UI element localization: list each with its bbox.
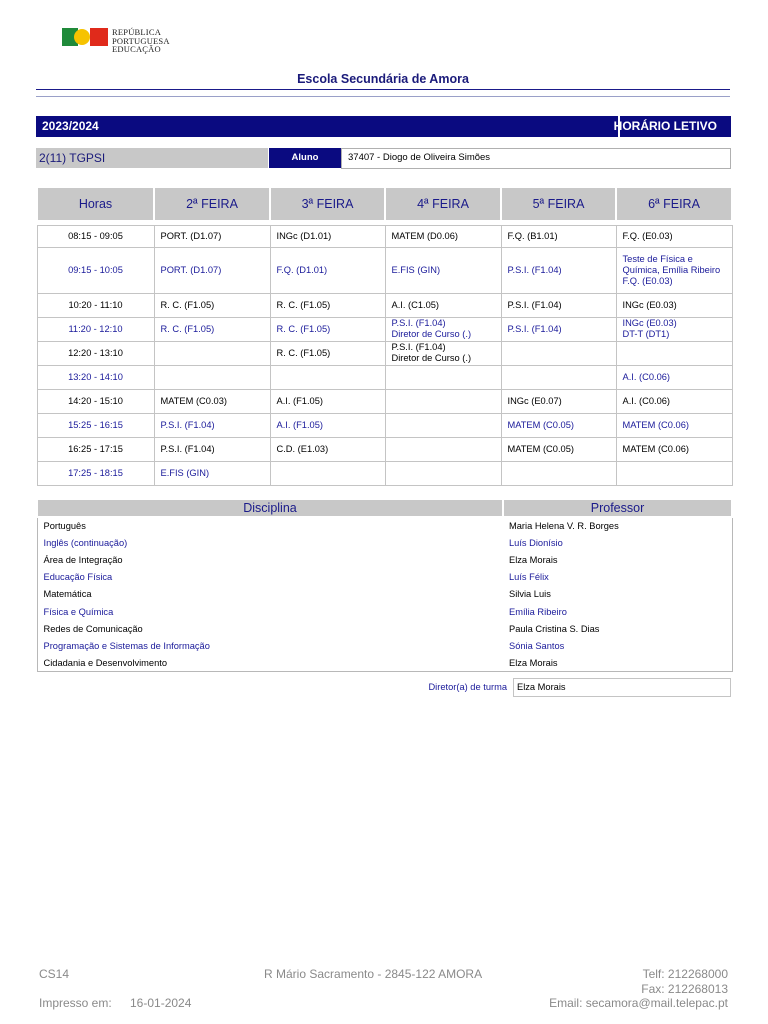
lesson-cell: P.S.I. (F1.04) Diretor de Curso (.) [385,317,501,341]
lesson-cell: R. C. (F1.05) [154,317,270,341]
lesson-cell: MATEM (C0.06) [616,437,732,461]
logo-line-3: EDUCAÇÃO [112,44,161,54]
lesson-cell: P.S.I. (F1.04) [501,317,616,341]
lesson-cell: P.S.I. (F1.04) [154,437,270,461]
lesson-cell: MATEM (C0.03) [154,389,270,413]
lesson-cell [385,365,501,389]
timetable-row [37,389,732,413]
lesson-cell: F.Q. (B1.01) [501,225,616,247]
header-professor: Professor [503,499,732,517]
professor-name: Sónia Santos [509,640,565,651]
lesson-cell: A.I. (F1.05) [270,389,385,413]
flag-logo-icon [62,28,108,46]
professor-name: Elza Morais [509,554,558,565]
professor-name: Maria Helena V. R. Borges [509,521,619,532]
discipline-row [37,620,732,637]
header-day-3: 4ª FEIRA [385,187,501,221]
timetable-row [37,225,732,247]
lesson-cell [270,365,385,389]
header-day-5: 6ª FEIRA [616,187,732,221]
discipline-row [37,551,732,568]
discipline-name: Matemática [43,589,92,600]
lesson-cell [501,341,616,365]
footer-fax: Fax: 212268013 [641,982,728,996]
time-slot: 12:20 - 13:10 [37,341,154,365]
logo-line-1: REPÚBLICA [112,27,162,37]
lesson-cell [154,365,270,389]
discipline-name: Educação Física [43,572,113,583]
school-year: 2023/2024 [42,119,99,133]
lesson-cell: Teste de Física e Química, Emília Ribeiro F.Q. (E0.03) [616,247,732,293]
class-name: 2(11) TGPSI [36,148,268,168]
lesson-cell: R. C. (F1.05) [270,341,385,365]
header-day-1: 2ª FEIRA [154,187,270,221]
logo-line-2: PORTUGUESA [112,35,170,46]
footer-code: CS14 [39,967,70,981]
lesson-cell: E.FIS (GIN) [154,461,270,485]
header-horas: Horas [37,187,154,221]
lesson-cell: C.D. (E1.03) [270,437,385,461]
lesson-cell: R. C. (F1.05) [154,293,270,317]
discipline-name: Inglês (continuação) [43,537,128,548]
header-disciplina: Disciplina [37,499,503,517]
lesson-cell: E.FIS (GIN) [385,247,501,293]
school-name: Escola Secundária de Amora [297,72,469,86]
timetable-header-row [37,187,732,221]
discipline-name: Redes de Comunicação [43,623,143,634]
student-value: 37407 - Diogo de Oliveira Simões [341,148,731,169]
timetable-row [37,247,732,293]
header-day-2: 3ª FEIRA [270,187,385,221]
discipline-row [37,569,732,586]
header-day-4: 5ª FEIRA [501,187,616,221]
director-label: Diretor(a) de turma [428,682,507,692]
timetable-row [37,461,732,485]
timetable-row [37,293,732,317]
lesson-cell [501,461,616,485]
lesson-cell: P.S.I. (F1.04) [501,247,616,293]
class-row [36,148,731,169]
lesson-cell: PORT. (D1.07) [154,247,270,293]
timetable-row [37,341,732,365]
disciplines-table [36,498,733,672]
lesson-cell: INGc (D1.01) [270,225,385,247]
professor-name: Paula Cristina S. Dias [509,623,600,634]
timetable [36,186,733,486]
republica-portuguesa-logo [62,27,170,54]
header-divider [36,89,730,90]
lesson-cell: MATEM (D0.06) [385,225,501,247]
lesson-cell [385,437,501,461]
discipline-row [37,517,732,534]
time-slot: 13:20 - 14:10 [37,365,154,389]
discipline-row [37,637,732,654]
discipline-name: Cidadania e Desenvolvimento [43,657,168,668]
time-slot: 11:20 - 12:10 [37,317,154,341]
professor-name: Emília Ribeiro [509,606,567,617]
timetable-row [37,413,732,437]
lesson-cell: INGc (E0.07) [501,389,616,413]
schedule-title: HORÁRIO LETIVO [613,119,717,133]
lesson-cell [616,341,732,365]
lesson-cell: INGc (E0.03) [616,293,732,317]
time-slot: 17:25 - 18:15 [37,461,154,485]
discipline-row [37,603,732,620]
time-slot: 10:20 - 11:10 [37,293,154,317]
disciplines-header-row [37,499,732,517]
discipline-row [37,655,732,672]
discipline-name: Física e Química [43,606,114,617]
title-bar [36,116,731,137]
director-row [36,678,731,697]
lesson-cell: P.S.I. (F1.04) [501,293,616,317]
lesson-cell [616,461,732,485]
footer-address: R Mário Sacramento - 2845-122 AMORA [264,967,483,981]
time-slot: 15:25 - 16:15 [37,413,154,437]
lesson-cell: PORT. (D1.07) [154,225,270,247]
lesson-cell: F.Q. (E0.03) [616,225,732,247]
lesson-cell [385,389,501,413]
professor-name: Silvia Luis [509,589,551,600]
timetable-row [37,365,732,389]
time-slot: 14:20 - 15:10 [37,389,154,413]
lesson-cell: P.S.I. (F1.04) Diretor de Curso (.) [385,341,501,365]
discipline-row [37,534,732,551]
footer-tel: Telf: 212268000 [642,967,728,981]
discipline-name: Português [43,521,86,532]
lesson-cell [385,461,501,485]
lesson-cell: INGc (E0.03) DT-T (DT1) [616,317,732,341]
lesson-cell: R. C. (F1.05) [270,317,385,341]
lesson-cell [270,461,385,485]
time-slot: 08:15 - 09:05 [37,225,154,247]
lesson-cell: A.I. (C0.06) [616,389,732,413]
time-slot: 16:25 - 17:15 [37,437,154,461]
lesson-cell: R. C. (F1.05) [270,293,385,317]
footer-printed-label: Impresso em: [39,996,112,1010]
footer-printed-date: 16-01-2024 [130,996,192,1010]
header-divider-light [36,96,730,97]
timetable-row [37,437,732,461]
lesson-cell: P.S.I. (F1.04) [154,413,270,437]
lesson-cell [154,341,270,365]
lesson-cell: MATEM (C0.06) [616,413,732,437]
discipline-name: Programação e Sistemas de Informação [43,640,210,651]
discipline-name: Área de Integração [43,554,123,565]
lesson-cell: F.Q. (D1.01) [270,247,385,293]
footer-email: Email: secamora@mail.telepac.pt [549,996,728,1010]
lesson-cell: MATEM (C0.05) [501,437,616,461]
lesson-cell: MATEM (C0.05) [501,413,616,437]
lesson-cell [501,365,616,389]
lesson-cell: A.I. (C1.05) [385,293,501,317]
professor-name: Elza Morais [509,657,558,668]
lesson-cell [385,413,501,437]
time-slot: 09:15 - 10:05 [37,247,154,293]
lesson-cell: A.I. (C0.06) [616,365,732,389]
discipline-row [37,586,732,603]
professor-name: Luís Félix [509,572,549,583]
student-label: Aluno [269,148,341,168]
timetable-row [37,317,732,341]
lesson-cell: A.I. (F1.05) [270,413,385,437]
professor-name: Luís Dionísio [509,537,563,548]
logo-text [112,28,170,54]
director-value: Elza Morais [513,678,731,697]
